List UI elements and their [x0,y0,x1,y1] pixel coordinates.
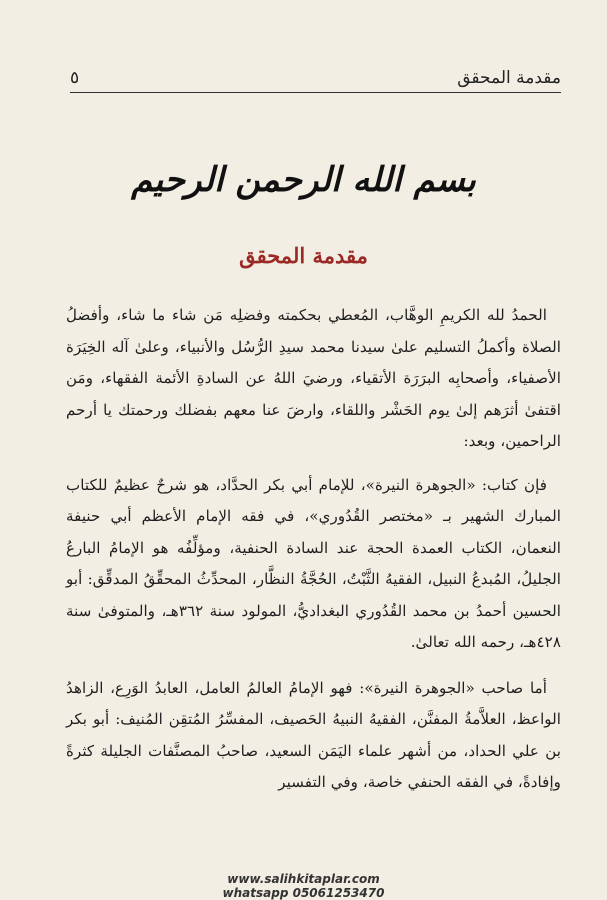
running-header [70,58,561,93]
paragraph: الحمدُ لله الكريمِ الوهَّاب، المُعطي بحكمته وفضلِه مَن شاء ما شاء، وأفضلُ الصلاة وأكملُ التسليم علىٰ سيدنا محمد سيدِ الرُّسُل والأنبياء، وعلىٰ آله الخِيَرَة الأصفياء، وأصحابِه البرَرَة الأتقياء، ورضيَ اللهُ عن السادةِ الأئمة الفقهاء، ومَن اقتفىٰ أثرَهم إلىٰ يوم الحَشْر واللقاء، وارضَ عنا معهم بفضلك ورحمتك يا أرحم الراحمين، وبعد: [66,306,561,450]
paragraph: أما صاحب «الجوهرة النيرة»: فهو الإمامُ العالمُ العامل، العابدُ الوَرِع، الزاهدُ الواعظ، العلاَّمةُ المفنَّن، الفقيهُ النبيهُ الحَصيف، المفسِّرُ المُتقِن المُنيف: أبو بكر بن علي الحداد، من أشهر علماء اليَمَن السعيد، صاحبُ المصنَّفات الجليلة كثرةً وإفادةً، في الفقه الحنفي خاصة، وفي التفسير [66,678,561,791]
running-header-title: مقدمة المحقق [457,68,561,88]
paragraph: فإن كتاب: «الجوهرة النيرة»، للإمام أبي بكر الحدَّاد، هو شرحٌ عظيمٌ للكتاب المبارك الشهير بـ «مختصر القُدُوري»، في فقه الإمام الأعظم أبي حنيفة النعمان، الكتاب العمدة الحجة عند السادة الحنفية، ومؤلِّفُه هو الإمامُ البارعُ الجليلُ، المُبدعُ النبيل، الفقيهُ الثَّبْتُ، الحُجَّةُ النظَّار، المحدِّثُ المحقِّقُ المدقِّق: أبو الحسين أحمدُ بن محمد القُدُوري البغداديُّ، المولود سنة ٣٦٢هـ، والمتوفىٰ سنة ٤٢٨هـ، رحمه الله تعالىٰ. [66,475,561,651]
section-title: مقدمة المحقق [239,243,368,268]
page-number: ٥ [70,68,80,88]
basmala-calligraphy: بسم الله الرحمن الرحيم [131,160,476,200]
body-text [66,300,561,813]
watermark-whatsapp: whatsapp 05061253470 [222,886,385,900]
watermark-website: www.salihkitaplar.com [227,872,380,886]
watermark-footer [0,872,607,900]
